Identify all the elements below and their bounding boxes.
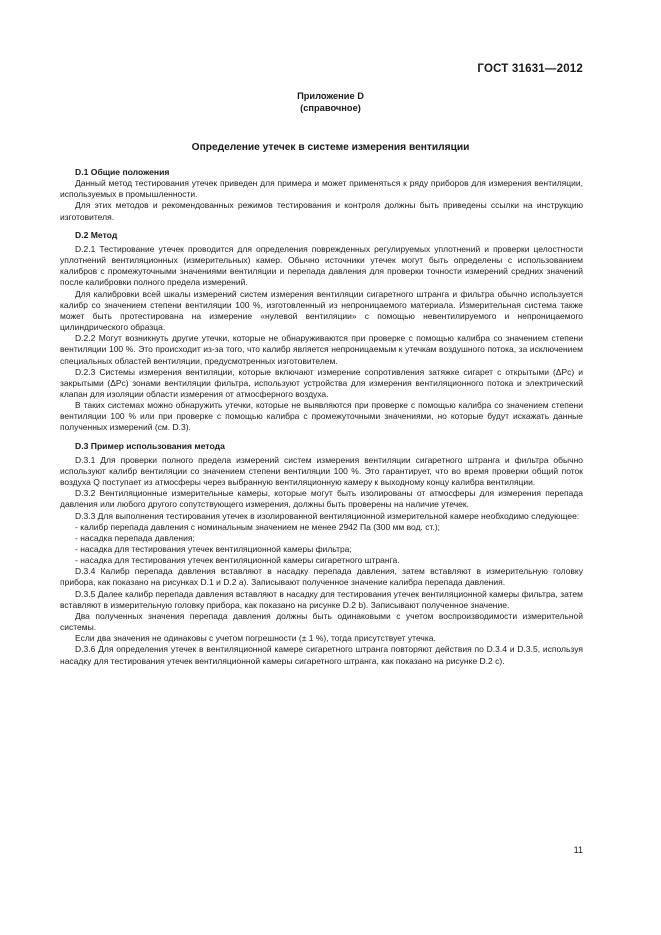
paragraph: Два полученных значения перепада давления должны быть одинаковыми с учетом воспроизводимости измерительной системы. [60, 610, 583, 633]
annex-heading [0, 90, 661, 114]
list-item: - насадка для тестирования утечек вентиляционной камеры сигаретного штранга. [75, 555, 400, 566]
paragraph: D.3.4 Калибр перепада давления вставляют в насадку перепада давления, затем вставляют в измерительную головку прибора, как показано на рисунках D.1 и D.2 a). Записывают полученное значение калибра перепада давления. [60, 566, 583, 588]
section-heading-d1: D.1 Общие положения [75, 167, 170, 177]
paragraph: Если два значения не одинаковы с учетом погрешности (± 1 %), тогда присутствует утечка. [75, 633, 436, 644]
paragraph: D.3.2 Вентиляционные измерительные камеры, которые могут быть изолированы от атмосферы для измерения перепада давления или любого другого сопутствующего измерения, должны быть проверены на наличие утечек. [60, 488, 583, 510]
section-heading-d2: D.2 Метод [75, 229, 118, 240]
document-title: Определение утечек в системе измерения вентиляции [191, 142, 470, 153]
paragraph: В таких системах можно обнаружить утечки, которые не выявляются при проверке с помощью калибра со значением степени вентиляции 100 % или при проверке с помощью калибра с промежуточными значениями, но которые будут искажать данные полученных измерений (см. D.3). [60, 400, 583, 433]
paragraph: D.3.5 Далее калибр перепада давления вставляют в насадку для тестирования утечек вентиляционной камеры фильтра, затем вставляют в измерительную головку прибора, как показано на рисунке D.2 b). Записывают полученное значение. [60, 588, 583, 610]
paragraph: D.2.1 Тестирование утечек проводится для определения поврежденных регулируемых уплотнений и проверки целостности уплотнений вентиляционных (измерительных) камер. Обычно источники утечек могут быть определены с использованием калибров с промежуточными значениями вентиляции и перепада давления для проверки точности измерений средних значений после калибровки полного предела измерений. [60, 243, 583, 288]
list-item: - насадка перепада давления; [75, 532, 195, 543]
page-number: 11 [573, 845, 583, 855]
list-item: - калибр перепада давления с номинальным значением не менее 2942 Па (300 мм вод. ст.); [75, 521, 441, 532]
paragraph: D.2.2 Могут возникнуть другие утечки, которые не обнаруживаются при проверке с помощью калибра со значением степени вентиляции 100 %. Это происходит из-за того, что калибр является непроницаемым к утечкам воздушного потока, за исключением специальных областей вентиляции, предусмотренных изготовителем. [60, 333, 583, 366]
paragraph: Данный метод тестирования утечек приведен для примера и может применяться к ряду приборов для измерения вентиляции, используемых в промышленности. [60, 178, 583, 200]
paragraph: D.3.6 Для определения утечек в вентиляционной камере сигаретного штранга повторяют действия по D.3.4 и D.3.5, используя насадку для тестирования утечек вентиляционной камеры сигаретного штранга, как показано на рисунке D.2 c). [60, 644, 583, 666]
annex-note: (справочное) [300, 103, 361, 113]
paragraph: D.2.3 Системы измерения вентиляции, которые включают измерение сопротивления затяжке сигарет с открытыми (ΔPc) и закрытыми (ΔPc) зонами вентиляции фильтра, используют устройства для измерения вентиляционного потока и электрический клапан для изоляции области измерения от атмосферного воздуха. [60, 366, 583, 399]
section-heading-d3: D.3 Пример использования метода [75, 440, 225, 451]
paragraph: Для этих методов и рекомендованных режимов тестирования и контроля должны быть приведены ссылки на инструкцию изготовителя. [60, 200, 583, 222]
paragraph: D.3.1 Для проверки полного предела измерений систем измерения вентиляции сигаретного штранга и фильтра обычно используют калибр вентиляции со значением степени вентиляции 100 %. Это гарантирует, что во время проверки общий поток воздуха Q поступает из атмосферы через выбранную вентиляционную камеру к выходному концу калибра вентиляции. [60, 454, 583, 488]
paragraph: D.3.3 Для выполнения тестирования утечек в изолированной вентиляционной измерительной камере необходимо следующее: [75, 510, 580, 521]
standard-number: ГОСТ 31631—2012 [477, 63, 583, 75]
list-item: - насадка для тестирования утечек вентиляционной камеры фильтра; [75, 544, 352, 554]
document-body [60, 167, 583, 667]
annex-title: Приложение D [297, 91, 364, 101]
paragraph: Для калибровки всей шкалы измерений систем измерения вентиляции сигаретного штранга и фильтра обычно используется калибр со значением степени вентиляции 100 %, изготовленный из непроницаемого материала. Измерительная система также может быть протестирована на измерение «нулевой вентиляции» с помощью невентилируемого и непроницаемого цилиндрического образца. [60, 288, 583, 333]
